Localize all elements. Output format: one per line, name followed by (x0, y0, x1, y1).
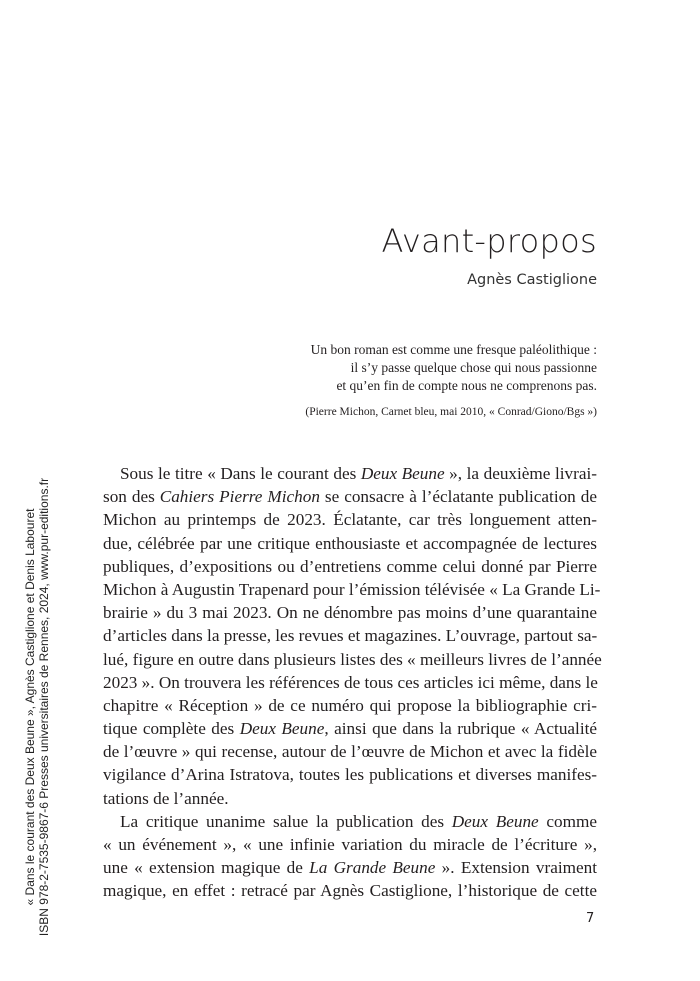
italic-title: Deux Beune (239, 719, 325, 739)
text-line (103, 856, 597, 879)
epigraph (305, 341, 597, 421)
text-segment: 2023 ». On trouvera les références de tous ces articles ici même, dans le (103, 672, 598, 692)
text-segment: Michon à Augustin Trapenard pour l’émission télévisée « La Grande Li- (103, 579, 601, 599)
text-segment: comme (538, 811, 597, 831)
text-segment: brairie » du 3 mai 2023. On ne dénombre pas moins d’une quarantaine (103, 603, 597, 623)
text-line (103, 833, 597, 856)
text-segment: chapitre « Réception » de ce numéro qui propose la bibliographie cri- (103, 695, 597, 715)
text-segment: se consacre à l’éclatante publication de (319, 487, 597, 507)
sidebar-citation (23, 437, 51, 977)
italic-title: Cahiers Pierre Michon (159, 487, 320, 507)
page-title: Avant-propos (381, 222, 597, 260)
text-segment: magique, en effet : retracé par Agnès Castiglione, l’historique de cette (103, 881, 597, 901)
text-line (103, 601, 597, 624)
text-segment: son des (103, 487, 160, 507)
text-line (103, 624, 597, 647)
italic-title: Deux Beune (360, 464, 445, 483)
text-segment: », la deuxième livrai- (444, 464, 597, 483)
epigraph-line: Un bon roman est comme une fresque paléolithique : (310, 342, 597, 357)
text-segment: d’articles dans la presse, les revues et magazines. L’ouvrage, partout sa- (103, 626, 598, 646)
italic-title: La Grande Beune (309, 858, 436, 878)
text-segment: tique complète des (103, 719, 240, 739)
text-line (103, 648, 602, 671)
text-line (103, 578, 601, 601)
text-segment: de l’œuvre » qui recense, autour de l’œuvre de Michon et avec la fidèle (103, 742, 597, 762)
text-line (103, 462, 597, 485)
text-segment: « un événement », « une infinie variation du miracle de l’écriture », (103, 835, 597, 854)
text-segment: publiques, d’expositions ou d’entretiens comme celui donné par Pierre (103, 556, 597, 576)
epigraph-line: il s’y passe quelque chose qui nous passionne (350, 360, 597, 375)
text-segment: lué, figure en outre dans plusieurs listes des « meilleurs livres de l’année (103, 649, 602, 669)
citation-line: « Dans le courant des Deux Beune », Agnès Castiglione et Denis Labouret (23, 508, 37, 906)
text-segment: ». Extension vraiment (435, 858, 597, 878)
isbn-line: ISBN 978-2-7535-9867-6 Presses universitaires de Rennes, 2024, www.pur-editions.fr (37, 477, 51, 937)
text-segment: Michon au printemps de 2023. Éclatante, car très longuement atten- (103, 510, 597, 530)
italic-title: Deux Beune (451, 811, 539, 831)
author-name: Agnès Castiglione (467, 272, 597, 288)
text-segment: vigilance d’Arina Istratova, toutes les publications et diverses manifes- (103, 765, 597, 785)
text-segment: une « extension magique de (103, 858, 310, 878)
text-line (103, 763, 597, 786)
epigraph-line: et qu’en fin de compte nous ne comprenons pas. (336, 378, 597, 393)
page-number: 7 (586, 911, 595, 926)
text-line (103, 508, 597, 531)
text-line (103, 555, 597, 578)
text-line (103, 671, 597, 694)
text-line (103, 740, 597, 763)
text-segment: tations de l’année. (103, 788, 229, 808)
text-segment: Sous le titre « Dans le courant des (120, 464, 361, 483)
text-segment: due, célébrée par une critique enthousiaste et accompagnée de lectures (103, 533, 597, 553)
text-line (103, 810, 597, 833)
text-segment: La critique unanime salue la publication des (120, 811, 452, 831)
body-text (103, 462, 602, 903)
text-line (103, 879, 597, 902)
text-line (103, 694, 597, 717)
text-line (103, 787, 597, 810)
text-segment: , ainsi que dans la rubrique « Actualité (324, 719, 597, 739)
epigraph-source: (Pierre Michon, Carnet bleu, mai 2010, « Conrad/Giono/Bgs ») (305, 406, 597, 418)
text-line (103, 485, 597, 508)
text-line (103, 717, 597, 740)
text-line (103, 532, 597, 555)
